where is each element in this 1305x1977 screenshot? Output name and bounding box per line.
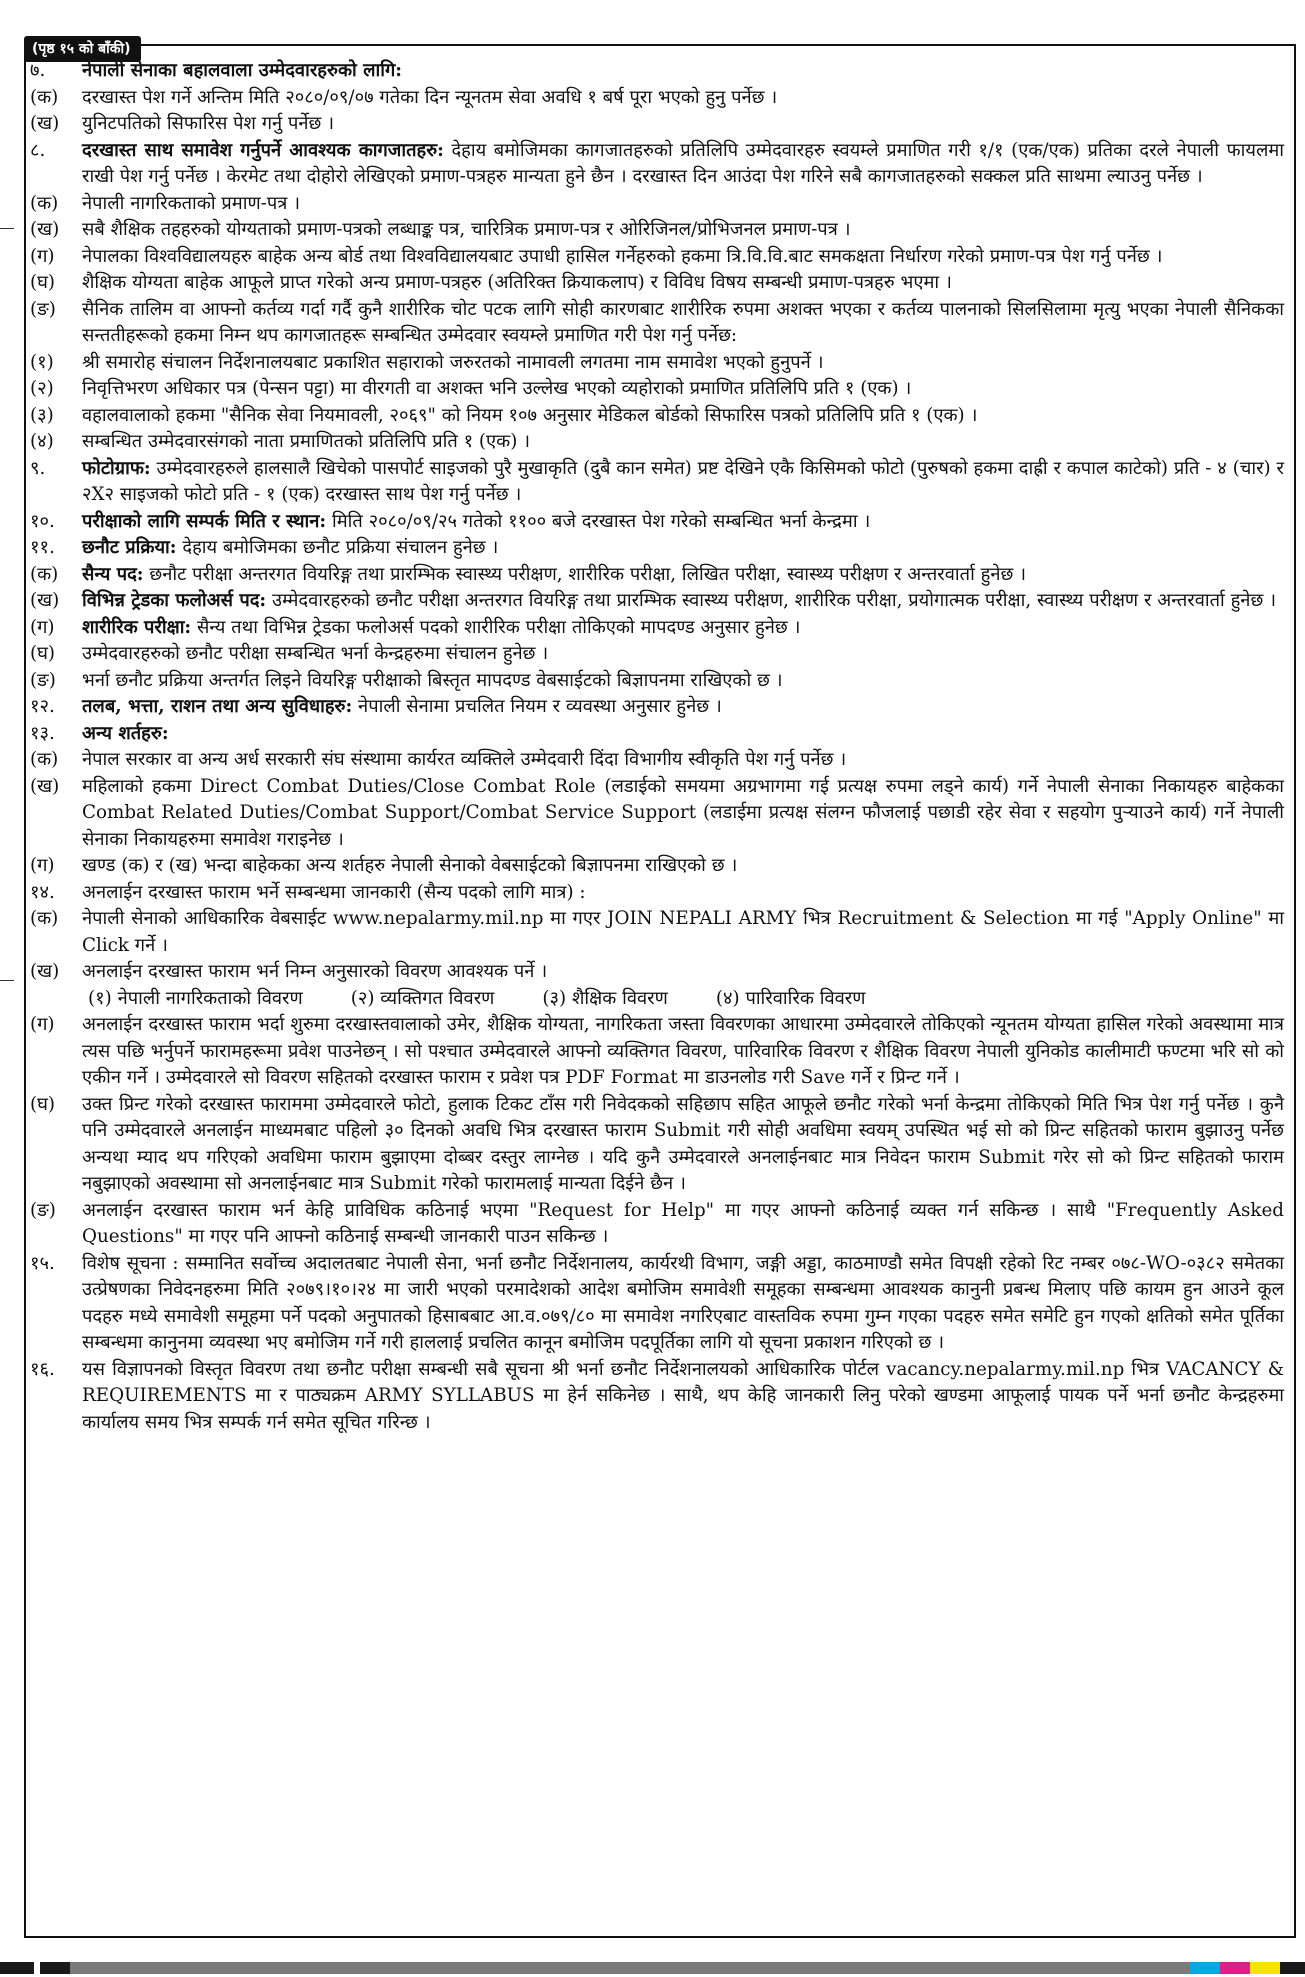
notice-item [30, 350, 1290, 377]
item-text [82, 456, 1290, 509]
item-text [82, 1357, 1290, 1437]
item-number: (ख) [30, 219, 60, 240]
item-number: (ख) [30, 775, 60, 797]
notice-item [30, 297, 1290, 350]
item-body: सम्बन्धित उम्मेदवारसंगको नाता प्रमाणितको प्रतिलिपि प्रति १ (एक) । [82, 431, 531, 452]
item-body: नेपालका विश्वविद्यालयहरु बाहेक अन्य बोर्ड तथा विश्वविद्यालयबाट उपाधी हासिल गर्नेहरुको हकमा त्रि.वि.वि.बाट समकक्षता निर्धारण गरेको प्रमाण-पत्र पेश गर्नु पर्नेछ । [82, 245, 1163, 267]
item-heading: नेपाली सेनाका बहालवाला उम्मेदवारहरुको लागि: [82, 60, 402, 81]
item-number: (ग) [30, 245, 55, 267]
item-text [82, 1251, 1290, 1357]
item-number: (क) [30, 192, 59, 214]
item-number: (ङ) [30, 669, 56, 691]
form-section-item: (४) पारिवारिक विवरण [715, 987, 866, 1009]
notice-item [30, 694, 1290, 721]
notice-item [30, 111, 1290, 138]
item-number: (ग) [30, 616, 55, 638]
notice-item [30, 562, 1290, 589]
form-section-item: (१) नेपाली नागरिकताको विवरण [88, 987, 303, 1009]
item-text [82, 429, 1290, 456]
item-body: नेपाल सरकार वा अन्य अर्ध सरकारी संघ संस्थामा कार्यरत व्यक्तिले उम्मेदवारी दिंदा विभागीय स्वीकृति पेश गर्नु पर्नेछ । [82, 749, 847, 770]
item-text [82, 350, 1290, 377]
item-text [82, 244, 1290, 271]
item-body: उम्मेदवारहरुले हालसालै खिचेको पासपोर्ट साइजको पुरै मुखाकृति (दुबै कान समेत) प्रष्ट देखिने एकै किसिमको फोटो (पुरुषको हकमा दाह्री र कपाल काटेको) प्रति - ४ (चार) र २X२ साइजको फोटो प्रति - १ (एक) दरखास्त साथ पेश गर्नु पर्नेछ । [82, 457, 1284, 505]
item-text [82, 535, 1290, 562]
item-heading: परीक्षाको लागि सम्पर्क मिति र स्थान: [82, 510, 327, 532]
color-swatch [40, 1962, 70, 1974]
item-number: (क) [30, 749, 59, 770]
item-text [82, 721, 1290, 748]
notice-item [30, 270, 1290, 297]
item-heading: अन्य शर्तहरु: [82, 722, 169, 744]
item-body: मिति २०८०/०९/२५ गतेको ११०० बजे दरखास्त पेश गरेको सम्बन्धित भर्ना केन्द्रमा । [326, 510, 871, 532]
item-number: (ङ) [30, 298, 56, 320]
notice-item [30, 217, 1290, 244]
notice-item [30, 191, 1290, 218]
item-text [82, 588, 1290, 615]
form-section-item: (२) व्यक्तिगत विवरण [350, 987, 495, 1009]
item-body: विशेष सूचना : सम्मानित सर्वोच्च अदालतबाट नेपाली सेना, भर्ना छनौट निर्देशनालय, कार्यरथी विभाग, जङ्गी अड्डा, काठमाण्डौ समेत विपक्षी रहेको रिट नम्बर ०७८-WO-०३८२ समेतका उत्प्रेषणका निवेदनहरुमा मिति २०७९।१०।२४ मा जारी भएको परमादेशको आदेश बमोजिम समावेशी समूहका सम्बन्धमा आवश्यक कानुनी प्रबन्ध मिलाए पछि कायम हुन आउने कूल पदहरु मध्ये समावेशी समूहमा पर्ने पदको अनुपातको हिसाबबाट आ.व.०७९/८० मा समावेश नगरिएबाट वास्तविक रुपमा गुम्न गएका पदहरु समेत समेटि हुन गएको क्षतिको समेत पूर्तिका सम्बन्धमा कानुनमा व्यवस्था भए बमोजिम गर्ने गरी हाललाई प्रचलित कानून बमोजिम पदपूर्तिका लागि यो सूचना प्रकाशन गरिएको छ । [82, 1252, 1284, 1353]
item-text [82, 906, 1290, 959]
item-body: अनलाईन दरखास्त फाराम भर्न निम्न अनुसारको विवरण आवश्यक पर्ने । [82, 961, 548, 982]
item-body: अनलाईन दरखास्त फाराम भर्दा शुरुमा दरखास्तवालाको उमेर, शैक्षिक योग्यता, नागरिकता जस्ता विवरणका आधारमा उम्मेदवारले तोकिएको न्यूनतम योग्यता हासिल गरेको अवस्थामा मात्र त्यस पछि भर्नुपर्ने फारामहरूमा प्रवेश पाउनेछन् । सो पश्चात उम्मेदवारले आफ्नो व्यक्तिगत विवरण, पारिवारिक विवरण र शैक्षिक विवरण नेपाली युनिकोड कालीमाटी फण्टमा भरि सो को एकीन गर्ने । उम्मेदवारले सो विवरण सहितको दरखास्त फाराम र प्रवेश पत्र PDF Format मा डाउनलोड गरी Save गर्ने र प्रिन्ट गर्ने । [82, 1014, 1284, 1088]
item-text [82, 853, 1290, 880]
item-text [82, 138, 1290, 191]
notice-item [30, 138, 1290, 191]
item-text [82, 694, 1290, 721]
notice-item [30, 906, 1290, 959]
item-body: उम्मेदवारहरुको छनौट परीक्षा अन्तरगत वियरिङ्ग तथा प्रारम्भिक स्वास्थ्य परीक्षण, शारीरिक परीक्षा, प्रयोगात्मक परीक्षा, स्वास्थ्य परीक्षण र अन्तरवार्ता हुनेछ । [266, 590, 1277, 611]
item-text [82, 58, 1290, 85]
item-number: (ग) [30, 1014, 55, 1035]
item-number: १४. [30, 881, 55, 903]
notice-item [30, 721, 1290, 748]
item-number: (क) [30, 86, 59, 108]
notice-item [30, 880, 1290, 907]
item-body: निवृत्तिभरण अधिकार पत्र (पेन्सन पट्टा) मा वीरगती वा अशक्त भनि उल्लेख भएको व्यहोराको प्रमाणित प्रतिलिपि प्रति १ (एक) । [82, 378, 912, 399]
item-body: वहालवालाको हकमा "सैनिक सेवा नियमावली, २०६९" को नियम १०७ अनुसार मेडिकल बोर्डको सिफारिस पत्रको प्रतिलिपि प्रति १ (एक) । [82, 404, 978, 426]
item-text [82, 1092, 1290, 1198]
item-number: (ख) [30, 113, 60, 134]
notice-item [30, 774, 1290, 854]
item-text [82, 747, 1290, 774]
item-body: देहाय बमोजिमका छनौट प्रक्रिया संचालन हुनेछ । [176, 537, 499, 558]
item-number: (घ) [30, 643, 56, 664]
item-text [82, 270, 1290, 297]
margin-mark [0, 980, 14, 981]
notice-item [30, 853, 1290, 880]
color-swatch [70, 1962, 1190, 1974]
item-number: (१) [30, 351, 54, 373]
item-body: उक्त प्रिन्ट गरेको दरखास्त फाराममा उम्मेदवारले फोटो, हुलाक टिकट टाँस गरी निवेदकको सहिछाप सहित आफूले छनौट गरेको भर्ना केन्द्रमा तोकिएको मिति भित्र पेश गर्नु पर्नेछ । कुनै पनि उम्मेदवारले अनलाईन माध्यमबाट पहिलो ३० दिनको अवधि भित्र दरखास्त फाराम Submit गरी सोही अवधिमा स्वयम् उपस्थित भई सो को प्रिन्ट सहितको फाराम बुझाउनु पर्नेछ अन्यथा म्याद थप गरिएको अवधिमा फाराम बुझाएमा दोब्बर दस्तुर लाग्नेछ । यदि कुनै उम्मेदवारले अनलाईनबाट मात्र निवेदन फाराम Submit गरेर सो को प्रिन्ट सहितको फाराम नबुझाएको अवस्थामा सो अनलाईनबाट मात्र Submit गरेको फारामलाई मान्यता दिईने छैन । [82, 1093, 1284, 1194]
notice-item [30, 1357, 1290, 1437]
online-form-sections [30, 986, 1290, 1013]
item-number: (क) [30, 563, 59, 585]
item-body: खण्ड (क) र (ख) भन्दा बाहेकका अन्य शर्तहरु नेपाली सेनाको वेबसाईटको बिज्ञापनमा राखिएको छ । [82, 855, 738, 876]
item-text [82, 668, 1290, 695]
notice-item [30, 668, 1290, 695]
item-number: ७. [30, 60, 46, 81]
item-body: सैन्य तथा विभिन्न ट्रेडका फलोअर्स पदको शारीरिक परीक्षा तोकिएको मापदण्ड अनुसार हुनेछ । [191, 616, 801, 638]
color-swatch [1220, 1962, 1250, 1974]
color-swatch [1280, 1962, 1305, 1974]
notice-item [30, 456, 1290, 509]
item-number: (ङ) [30, 1199, 56, 1221]
item-number: (४) [30, 431, 54, 452]
item-body: उम्मेदवारहरुको छनौट परीक्षा सम्बन्धित भर्ना केन्द्रहरुमा संचालन हुनेछ । [82, 643, 549, 664]
item-body: नेपाली नागरिकताको प्रमाण-पत्र । [82, 192, 301, 214]
item-body: नेपाली सेनामा प्रचलित नियम र व्यवस्था अनुसार हुनेछ । [352, 696, 722, 717]
item-number: (ख) [30, 961, 60, 982]
item-body: दरखास्त पेश गर्ने अन्तिम मिति २०८०/०९/०७ गतेका दिन न्यूनतम सेवा अवधि १ बर्ष पूरा भएको हुनु पर्नेछ । [82, 86, 778, 108]
item-text [82, 880, 1290, 907]
item-text [82, 562, 1290, 589]
item-body: सैनिक तालिम वा आफ्नो कर्तव्य गर्दा गर्दै कुनै शारीरिक चोट पटक लागि सोही कारणबाट शारीरिक रुपमा अशक्त भएका र कर्तव्य पालनाको सिलसिलामा मृत्यु भएका नेपाली सैनिकका सन्ततीहरूको हकमा निम्न थप कागजातहरू सम्बन्धित उम्मेदवार स्वयम्ले प्रमाणित गरी पेश गर्नु पर्नेछ: [82, 298, 1284, 346]
color-swatch [1250, 1962, 1280, 1974]
form-section-item: (३) शैक्षिक विवरण [542, 987, 668, 1009]
item-number: (ख) [30, 590, 60, 611]
item-number: १५. [30, 1252, 55, 1274]
item-text [82, 403, 1290, 430]
item-text [82, 191, 1290, 218]
item-body: देहाय बमोजिमका कागजातहरुको प्रतिलिपि उम्मेदवारहरु स्वयम्ले प्रमाणित गरी १/१ (एक/एक) प्रतिका दरले नेपाली फायलमा राखी पेश गर्नु पर्नेछ । केरमेट तथा दोहोरो लेखिएको प्रमाण-पत्रहरु मान्यता हुने छैन । दरखास्त दिन आउंदा पेश गरिने सबै कागजातहरुको सक्कल प्रति साथमा ल्याउनु पर्नेछ । [82, 139, 1285, 187]
notice-item [30, 615, 1290, 642]
notice-item [30, 509, 1290, 536]
item-text [82, 1198, 1290, 1251]
item-body: यस विज्ञापनको विस्तृत विवरण तथा छनौट परीक्षा सम्बन्धी सबै सूचना श्री भर्ना छनौट निर्देशनालयको आधिकारिक पोर्टल vacancy.nepalarmy.mil.np भित्र VACANCY & REQUIREMENTS मा र पाठ्यक्रम ARMY SYLLABUS मा हेर्न सकिनेछ । साथै, थप केहि जानकारी लिनु परेको खण्डमा आफूलाई पायक पर्ने भर्ना छनौट केन्द्रहरुमा कार्यालय समय भित्र सम्पर्क गर्न समेत सूचित गरिन्छ । [82, 1358, 1284, 1433]
notice-item [30, 429, 1290, 456]
item-heading: सैन्य पद: [82, 563, 144, 585]
notice-item [30, 1198, 1290, 1251]
item-text [82, 85, 1290, 112]
item-heading: छनौट प्रक्रिया: [82, 537, 177, 558]
item-number: (२) [30, 378, 54, 399]
notice-item [30, 376, 1290, 403]
item-text [82, 217, 1290, 244]
notice-item [30, 58, 1290, 85]
item-body: महिलाको हकमा Direct Combat Duties/Close Combat Role (लडाईको समयमा अग्रभागमा गई प्रत्यक्ष रुपमा लड्ने कार्य) गर्ने नेपाली सेनाका निकायहरु बाहेकका Combat Related Duties/Combat Support/Combat Service Support (लडाईमा प्रत्यक्ष संलग्न फौजलाई पछाडी रहेर सेवा र सहयोग पुऱ्याउने कार्य) गर्ने नेपाली सेनाका निकायहरुमा समावेश गराइनेछ । [82, 775, 1284, 850]
item-number: ९. [30, 457, 46, 479]
notice-item [30, 959, 1290, 986]
notice-item [30, 535, 1290, 562]
notice-item [30, 403, 1290, 430]
print-color-bar [0, 1962, 1305, 1974]
item-heading: शारीरिक परीक्षा: [82, 616, 192, 638]
margin-mark [0, 228, 14, 229]
item-text [82, 111, 1290, 138]
color-swatch [1190, 1962, 1220, 1974]
item-number: (घ) [30, 272, 56, 293]
item-number: (३) [30, 404, 54, 426]
notice-item [30, 244, 1290, 271]
item-body: युनिटपतिको सिफारिस पेश गर्नु पर्नेछ । [82, 113, 335, 134]
item-text [82, 959, 1290, 986]
item-heading: तलब, भत्ता, राशन तथा अन्य सुविधाहरु: [82, 696, 353, 717]
item-text [82, 297, 1290, 350]
notice-item [30, 747, 1290, 774]
notice-item [30, 641, 1290, 668]
item-number: ८. [30, 139, 46, 161]
item-text [82, 615, 1290, 642]
item-body: भर्ना छनौट प्रक्रिया अन्तर्गत लिइने वियरिङ्ग परीक्षाको बिस्तृत मापदण्ड वेबसाईटको बिज्ञापनमा राखिएको छ । [82, 669, 783, 691]
item-number: ११. [30, 537, 55, 558]
item-number: (घ) [30, 1093, 56, 1115]
item-body: शैक्षिक योग्यता बाहेक आफूले प्राप्त गरेको अन्य प्रमाण-पत्रहरु (अतिरिक्त क्रियाकलाप) र विविध विषय सम्बन्धी प्रमाण-पत्रहरु भएमा । [82, 272, 952, 293]
item-text [82, 376, 1290, 403]
item-number: १०. [30, 510, 55, 532]
item-heading: विभिन्न ट्रेडका फलोअर्स पद: [82, 590, 267, 611]
item-number: (ग) [30, 855, 55, 876]
item-body: छनौट परीक्षा अन्तरगत वियरिङ्ग तथा प्रारम्भिक स्वास्थ्य परीक्षण, शारीरिक परीक्षा, लिखित परीक्षा, स्वास्थ्य परीक्षण र अन्तरवार्ता हुनेछ । [143, 563, 1027, 585]
continued-from-page-label: (पृष्ठ १५ को बाँकी) [24, 36, 141, 62]
item-body: अनलाईन दरखास्त फाराम भर्न केहि प्राविधिक कठिनाई भएमा "Request for Help" मा गएर आफ्नो कठिनाई व्यक्त गर्न सकिन्छ । साथै "Frequently Asked Questions" मा गएर पनि आफ्नो कठिनाई सम्बन्धी जानकारी पाउन सकिन्छ । [82, 1199, 1284, 1247]
item-body: सबै शैक्षिक तहहरुको योग्यताको प्रमाण-पत्रको लब्धाङ्क पत्र, चारित्रिक प्रमाण-पत्र र ओरिजिनल/प्रोभिजनल प्रमाण-पत्र । [82, 219, 851, 240]
item-body: अनलाईन दरखास्त फाराम भर्ने सम्बन्धमा जानकारी (सैन्य पदको लागि मात्र) : [82, 881, 586, 903]
item-text [82, 774, 1290, 854]
notice-body [30, 58, 1290, 1436]
item-heading: फोटोग्राफ: [82, 457, 151, 479]
item-text [82, 1012, 1290, 1092]
notice-item [30, 85, 1290, 112]
item-heading: दरखास्त साथ समावेश गर्नुपर्ने आवश्यक कागजातहरु: [82, 139, 444, 161]
notice-item [30, 1251, 1290, 1357]
notice-item [30, 1092, 1290, 1198]
notice-item [30, 1012, 1290, 1092]
item-text [82, 641, 1290, 668]
item-number: १२. [30, 696, 55, 717]
notice-item [30, 588, 1290, 615]
item-body: श्री समारोह संचालन निर्देशनालयबाट प्रकाशित सहाराको जरुरतको नामावली लगतमा नाम समावेश भएको हुनुपर्ने । [82, 351, 824, 373]
item-number: (क) [30, 908, 59, 929]
item-number: १६. [30, 1358, 55, 1380]
item-number: १३. [30, 722, 55, 744]
item-body: नेपाली सेनाको आधिकारिक वेबसाईट www.nepalarmy.mil.np मा गएर JOIN NEPALI ARMY भित्र Recruitment & Selection मा गई "Apply Online" मा Click गर्ने । [82, 908, 1284, 956]
color-swatch [0, 1962, 34, 1974]
item-text [82, 509, 1290, 536]
